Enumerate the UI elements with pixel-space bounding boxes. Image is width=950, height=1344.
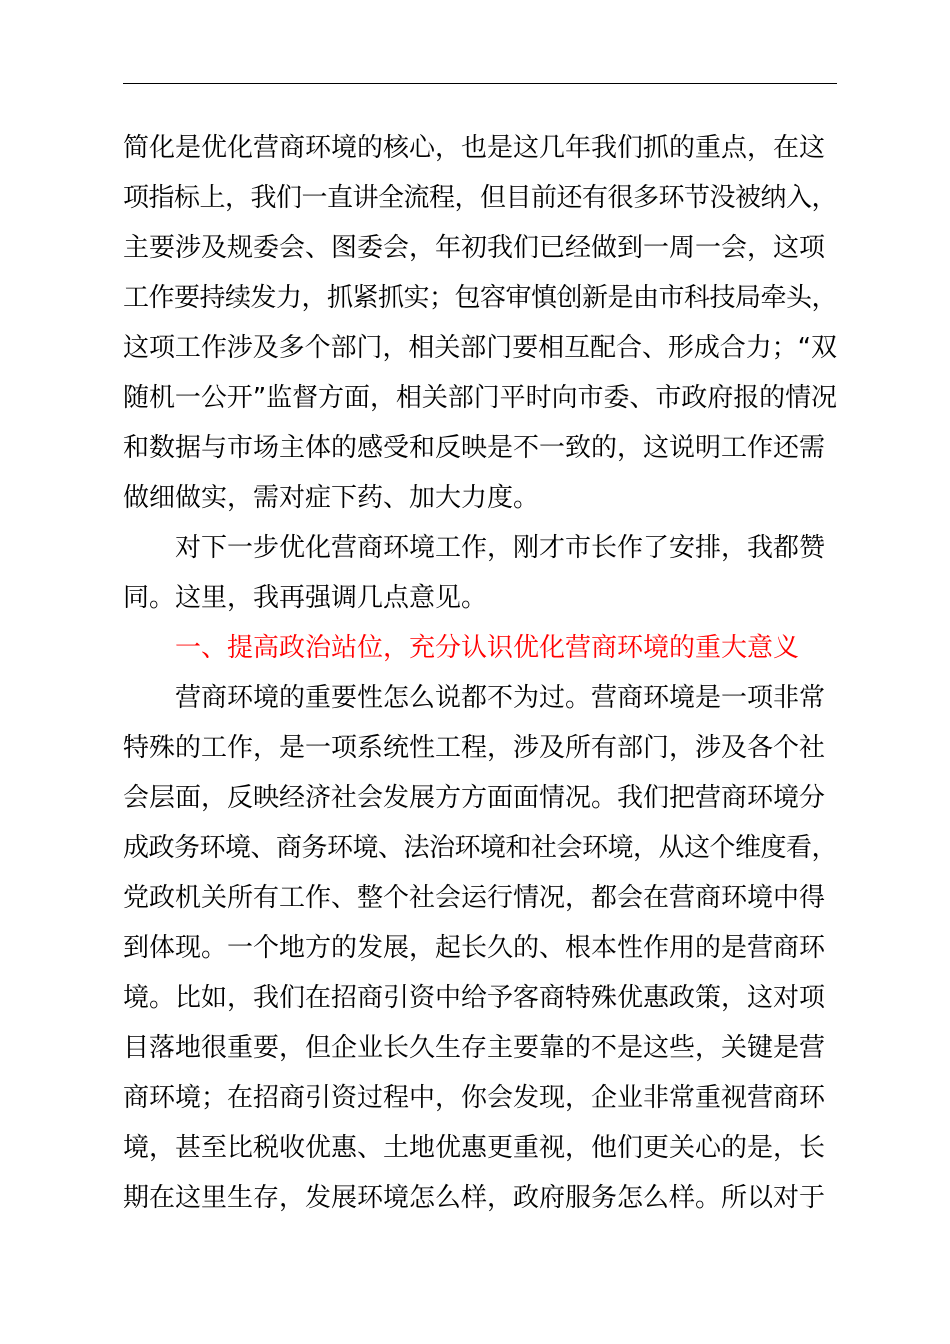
text-line: 商环境；在招商引资过程中，你会发现，企业非常重视营商环 <box>123 1083 826 1113</box>
text-line: 特殊的工作，是一项系统性工程，涉及所有部门，涉及各个社 <box>123 733 826 763</box>
text-line: 同。这里，我再强调几点意见。 <box>123 583 488 613</box>
text-line: 做细做实，需对症下药、加大力度。 <box>123 483 540 513</box>
paragraph-start-line: 营商环境的重要性怎么说都不为过。营商环境是一项非常 <box>123 683 826 713</box>
text-line: 简化是优化营商环境的核心，也是这几年我们抓的重点，在这 <box>123 133 826 163</box>
text-line: 境。比如，我们在招商引资中给予客商特殊优惠政策，这对项 <box>123 983 826 1013</box>
text-line: 期在这里生存，发展环境怎么样，政府服务怎么样。所以对于 <box>123 1183 826 1213</box>
text-line: 成政务环境、商务环境、法治环境和社会环境，从这个维度看， <box>123 833 837 863</box>
text-line: 主要涉及规委会、图委会，年初我们已经做到一周一会，这项 <box>123 233 826 263</box>
text-line: 党政机关所有工作、整个社会运行情况，都会在营商环境中得 <box>123 883 826 913</box>
text-line: 目落地很重要，但企业长久生存主要靠的不是这些，关键是营 <box>123 1033 826 1063</box>
paragraph-start-line: 对下一步优化营商环境工作，刚才市长作了安排，我都赞 <box>123 533 826 563</box>
text-line: 会层面，反映经济社会发展方方面面情况。我们把营商环境分 <box>123 783 826 813</box>
section-heading: 一、提高政治站位，充分认识优化营商环境的重大意义 <box>123 633 800 663</box>
text-line: 这项工作涉及多个部门，相关部门要相互配合、形成合力；“双 <box>123 333 837 363</box>
text-line: 境，甚至比税收优惠、土地优惠更重视，他们更关心的是，长 <box>123 1133 826 1163</box>
header-rule <box>123 83 837 84</box>
text-line: 项指标上，我们一直讲全流程，但目前还有很多环节没被纳入， <box>123 183 837 213</box>
text-line: 和数据与市场主体的感受和反映是不一致的，这说明工作还需 <box>123 433 826 463</box>
body-text <box>123 123 837 1223</box>
text-line: 到体现。一个地方的发展，起长久的、根本性作用的是营商环 <box>123 933 826 963</box>
text-line: 工作要持续发力，抓紧抓实；包容审慎创新是由市科技局牵头， <box>123 283 837 313</box>
text-line: 随机一公开”监督方面，相关部门平时向市委、市政府报的情况 <box>123 383 837 413</box>
